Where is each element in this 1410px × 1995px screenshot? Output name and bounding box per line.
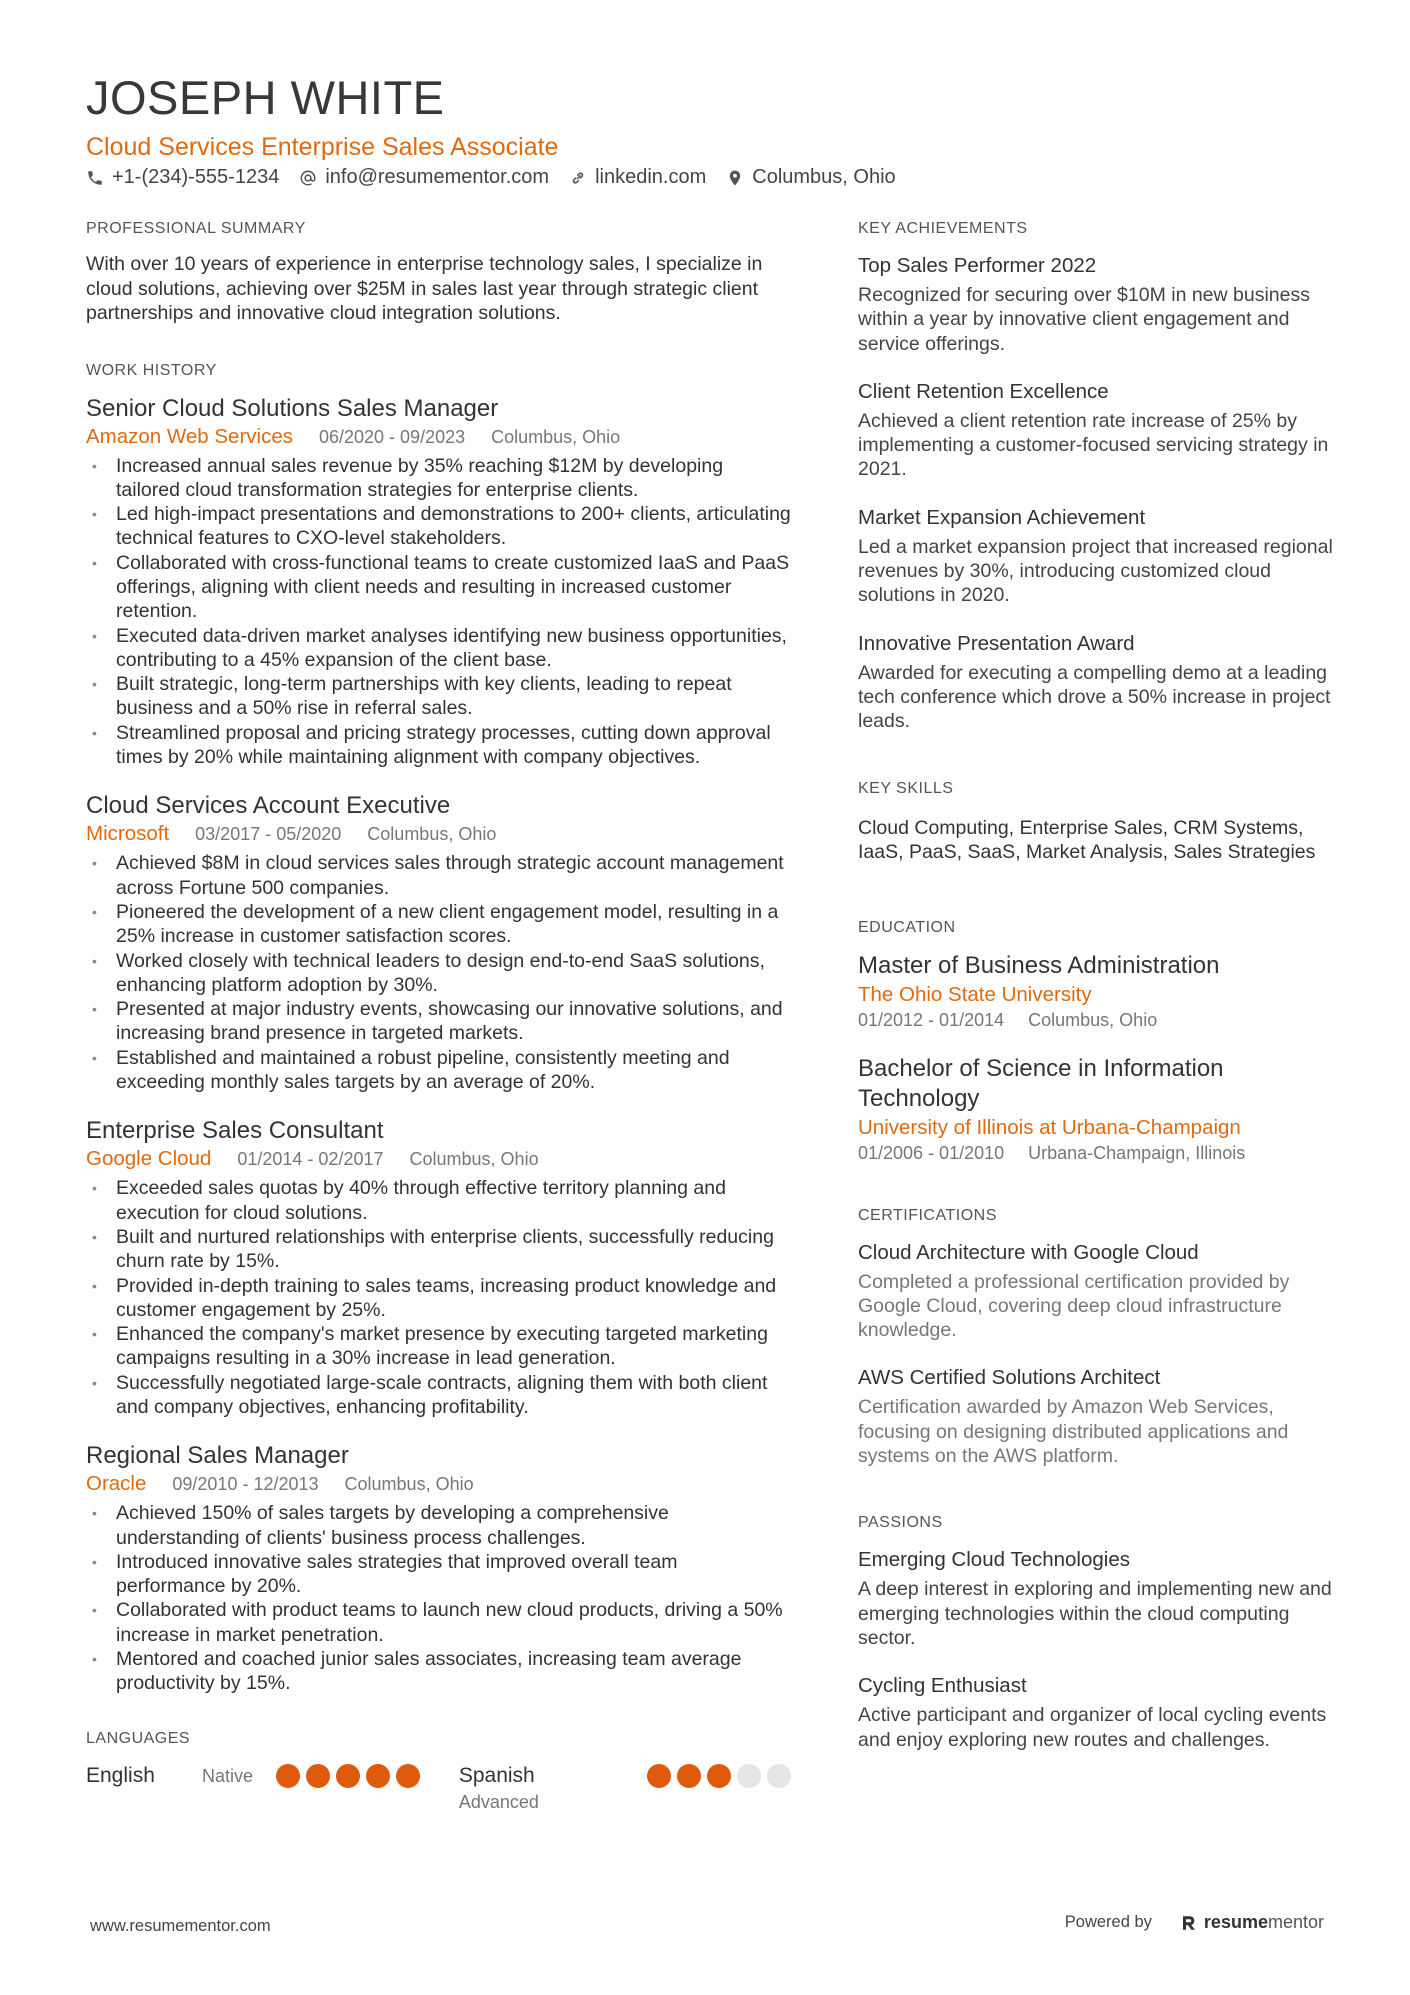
job-company: Oracle [86,1472,147,1496]
job-location: Columbus, Ohio [344,1474,474,1495]
resumementor-logo-icon [1180,1914,1198,1932]
achievement-title: Market Expansion Achievement [858,505,1146,529]
achievement-item [858,504,1336,608]
job-bullet: • Established and maintained a robust pipeline, consistently meeting and exceeding monthly sales targets by an average of 20%. [86,1046,792,1095]
footer-website[interactable]: www.resumementor.com [90,1917,271,1935]
edu-dates: 01/2006 - 01/2010 [858,1142,1005,1163]
job-bullets [86,1176,792,1419]
edu-degree: Bachelor of Science in Information Technology [858,1054,1224,1112]
rating-dot-filled [677,1764,701,1788]
achievement-title: Innovative Presentation Award [858,631,1135,655]
contact-phone [86,166,279,189]
candidate-name: JOSEPH WHITE [86,71,445,124]
job-bullet: • Collaborated with product teams to launch new cloud products, driving a 50% increase in market penetration. [86,1598,792,1647]
certification-desc: Completed a professional certification provided by Google Cloud, covering deep cloud infrastructure knowledge. [858,1270,1290,1342]
brand-logo[interactable] [1180,1912,1324,1933]
passion-title: Cycling Enthusiast [858,1674,1027,1698]
rating-dot-filled [366,1764,390,1788]
job-meta [86,1471,792,1497]
passion-item [858,1546,1336,1650]
lang-level: Native [202,1765,254,1786]
job-bullet: • Introduced innovative sales strategies that improved overall team performance by 20%. [86,1550,792,1599]
job-bullets [86,851,792,1094]
languages-row [86,1762,792,1814]
job-location: Columbus, Ohio [409,1149,539,1170]
edu-meta [858,1141,1336,1165]
job-bullet: • Collaborated with cross-functional teams to create customized IaaS and PaaS offerings, aligning with client needs and resulting in increased customer retention. [86,551,792,624]
achievement-desc: Awarded for executing a compelling demo at a leading tech conference which drove a 50% increase in project leads. [858,661,1331,733]
brand-rest: mentor [1267,1912,1324,1932]
education-item [858,951,1336,1032]
brand-bold: resume [1203,1912,1268,1932]
lang-level: Advanced [458,1791,539,1812]
job-entry [86,1441,792,1695]
job-dates: 01/2014 - 02/2017 [237,1149,384,1170]
lang-name: Spanish [458,1763,535,1787]
footer-brand [1065,1912,1324,1933]
skills-heading: KEY SKILLS [858,779,954,797]
job-meta [86,821,792,847]
achievement-title: Top Sales Performer 2022 [858,254,1097,277]
passion-title: Emerging Cloud Technologies [858,1548,1130,1572]
job-bullet: • Achieved $8M in cloud services sales through strategic account management across Fortune 500 companies. [86,851,792,900]
achievement-desc: Led a market expansion project that increased regional revenues by 30%, introducing customized cloud solutions in 2020. [858,535,1333,607]
job-title: Enterprise Sales Consultant [86,1117,384,1145]
certification-item [858,1239,1336,1343]
achievement-desc: Achieved a client retention rate increase of 25% by implementing a customer-focused servicing strategy in 2021. [858,409,1329,481]
job-bullet: • Mentored and coached junior sales associates, increasing team average productivity by 15%. [86,1647,792,1696]
passion-desc: Active participant and organizer of local cycling events and enjoy exploring new routes and challenges. [858,1704,1327,1751]
job-title: Cloud Services Account Executive [86,792,451,820]
edu-dates: 01/2012 - 01/2014 [858,1009,1005,1030]
powered-by-text: Powered by [1064,1913,1152,1931]
achievements-heading: KEY ACHIEVEMENTS [858,220,1028,237]
left-column [86,220,792,1814]
lang-rating [647,1764,791,1788]
passion-desc: A deep interest in exploring and implementing new and emerging technologies within the cloud computing sector. [858,1578,1332,1649]
job-bullet: • Executed data-driven market analyses identifying new business opportunities, contributing to a 45% expansion of the client base. [86,624,792,673]
at-icon [299,169,317,187]
job-entry [86,394,792,770]
job-bullet: • Led high-impact presentations and demonstrations to 200+ clients, articulating technical features to CXO-level stakeholders. [86,502,792,551]
job-bullet: • Built strategic, long-term partnerships with key clients, leading to repeat business and a 50% rise in referral sales. [86,672,792,721]
job-bullets [86,454,792,770]
job-dates: 06/2020 - 09/2023 [318,426,466,447]
lang-text-group [459,1762,647,1814]
job-bullet: • Exceeded sales quotas by 40% through effective territory planning and execution for cloud solutions. [86,1176,792,1225]
rating-dot-empty [737,1764,761,1788]
right-column [858,220,1336,1774]
edu-school: University of Illinois at Urbana-Champaign [858,1115,1241,1139]
location-pin-icon [726,169,744,187]
job-bullet: • Presented at major industry events, showcasing our innovative solutions, and increasing brand presence in targeted markets. [86,997,792,1046]
education-item [858,1054,1336,1165]
achievement-item [858,252,1336,356]
job-title: Regional Sales Manager [86,1442,349,1470]
job-dates: 09/2010 - 12/2013 [172,1474,319,1495]
job-bullet: • Pioneered the development of a new client engagement model, resulting in a 25% increase in customer satisfaction scores. [86,900,792,949]
job-bullets [86,1501,792,1695]
contact-bar [86,166,896,189]
location-text: Columbus, Ohio [752,166,896,188]
rating-dot-empty [767,1764,791,1788]
edu-location: Urbana-Champaign, Illinois [1028,1142,1246,1163]
rating-dot-filled [647,1764,671,1788]
job-bullet: • Successfully negotiated large-scale contracts, aligning them with both client and company objectives, enhancing profitability. [86,1371,792,1420]
certification-item [858,1364,1336,1468]
rating-dot-filled [276,1764,300,1788]
skills-text: Cloud Computing, Enterprise Sales, CRM Systems, IaaS, PaaS, SaaS, Market Analysis, Sales Strategies [858,816,1316,864]
brand-text [1204,1912,1324,1933]
job-company: Google Cloud [86,1147,212,1171]
summary-text: With over 10 years of experience in enterprise technology sales, I specialize in cloud solutions, achieving over $25M in sales last year through strategic client partnerships and innovative cloud integration solutions. [86,253,763,324]
job-location: Columbus, Ohio [491,426,621,447]
summary-heading: PROFESSIONAL SUMMARY [86,220,306,237]
job-bullet: • Enhanced the company's market presence by executing targeted marketing campaigns resulting in a 30% increase in lead generation. [86,1322,792,1371]
link-icon [569,169,587,187]
achievement-item [858,378,1336,482]
job-location: Columbus, Ohio [367,824,497,845]
certifications-heading: CERTIFICATIONS [858,1206,997,1224]
job-entry [86,791,792,1094]
job-company: Amazon Web Services [86,424,293,448]
lang-rating [276,1764,420,1788]
job-dates: 03/2017 - 05/2020 [195,824,342,845]
achievement-title: Client Retention Excellence [858,379,1109,403]
rating-dot-filled [336,1764,360,1788]
contact-location [726,166,895,189]
rating-dot-filled [396,1764,420,1788]
work-heading: WORK HISTORY [86,361,217,379]
languages-heading: LANGUAGES [86,1729,191,1747]
certification-desc: Certification awarded by Amazon Web Services, focusing on designing distributed applications and systems on the AWS platform. [858,1396,1289,1468]
lang-name: English [86,1763,155,1787]
achievement-item [858,630,1336,734]
job-bullet: • Built and nurtured relationships with enterprise clients, successfully reducing churn rate by 15%. [86,1225,792,1274]
job-company: Microsoft [86,822,170,846]
language-item [459,1762,792,1814]
language-item [86,1762,459,1790]
linkedin-text[interactable]: linkedin.com [595,166,707,188]
passions-heading: PASSIONS [858,1514,943,1532]
job-meta [86,1146,792,1172]
job-bullet: • Streamlined proposal and pricing strategy processes, cutting down approval times by 20% while maintaining alignment with company objectives. [86,721,792,770]
edu-meta [858,1008,1336,1032]
education-heading: EDUCATION [858,918,956,936]
rating-dot-filled [707,1764,731,1788]
phone-icon [86,169,104,187]
edu-school: The Ohio State University [858,982,1092,1006]
contact-email[interactable] [299,166,549,189]
passion-item [858,1672,1336,1752]
phone-text: +1-(234)-555-1234 [112,166,280,188]
certification-title: Cloud Architecture with Google Cloud [858,1240,1199,1264]
job-meta [86,424,792,450]
edu-location: Columbus, Ohio [1028,1009,1158,1030]
job-bullet: • Worked closely with technical leaders to design end-to-end SaaS solutions, enhancing platform adoption by 30%. [86,949,792,998]
rating-dot-filled [306,1764,330,1788]
job-bullet: • Increased annual sales revenue by 35% reaching $12M by developing tailored cloud transformation strategies for enterprise clients. [86,454,792,503]
certification-title: AWS Certified Solutions Architect [858,1366,1161,1390]
job-title: Senior Cloud Solutions Sales Manager [86,394,499,422]
candidate-title: Cloud Services Enterprise Sales Associate [86,133,559,161]
edu-degree: Master of Business Administration [858,951,1220,979]
email-text[interactable]: info@resumementor.com [325,166,550,188]
job-bullet: • Achieved 150% of sales targets by developing a comprehensive understanding of clients' business process challenges. [86,1501,792,1550]
job-entry [86,1116,792,1419]
job-bullet: • Provided in-depth training to sales teams, increasing product knowledge and customer engagement by 25%. [86,1274,792,1323]
contact-linkedin[interactable] [569,166,706,189]
achievement-desc: Recognized for securing over $10M in new business within a year by innovative client engagement and service offerings. [858,284,1310,355]
